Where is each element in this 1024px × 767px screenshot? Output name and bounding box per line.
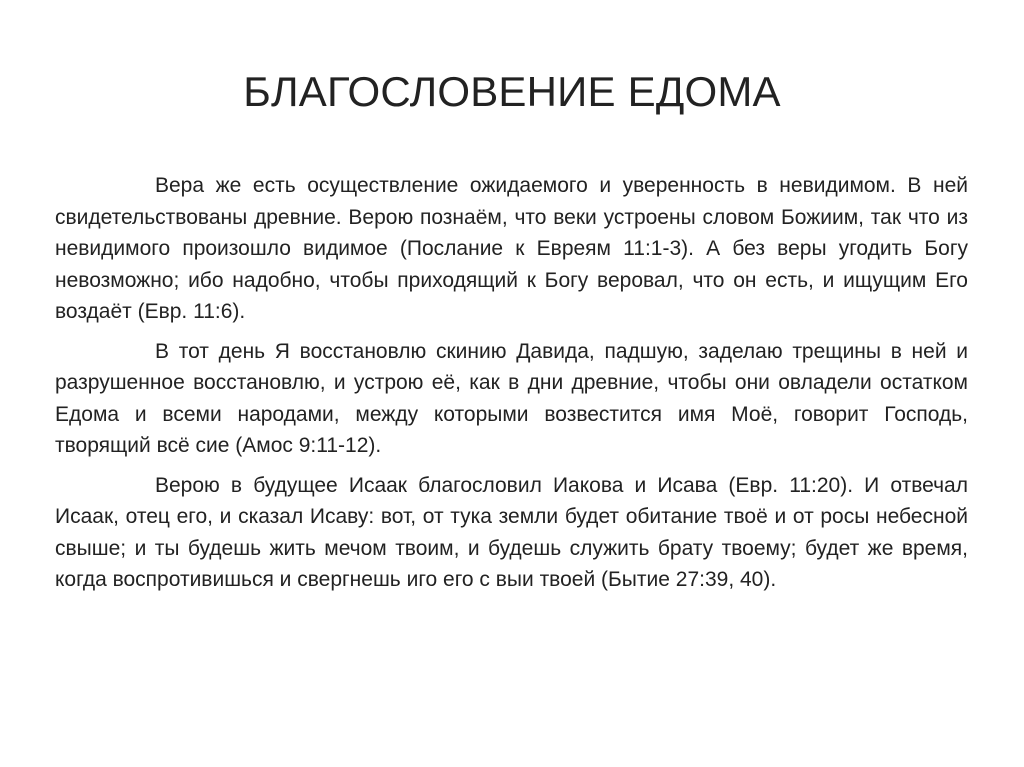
slide-title: БЛАГОСЛОВЕНИЕ ЕДОМА (243, 68, 781, 115)
paragraph-1: Вера же есть осуществление ожидаемого и уверенность в невидимом. В ней свидетельствованы древние. Верою познаём, что веки устроены словом Божиим, так что из невидимого произошло видимое (Послание к Евреям 11:1-3). А без веры угодить Богу невозможно; ибо надобно, чтобы приходящий к Богу веровал, что он есть, и ищущим Его воздаёт (Евр. 11:6). (55, 174, 968, 323)
slide-body (55, 170, 968, 604)
paragraph-2: В тот день Я восстановлю скинию Давида, падшую, заделаю трещины в ней и разрушенное восстановлю, и устрою её, как в дни древние, чтобы они овладели остатком Едома и всеми народами, между которыми возвестится имя Моё, говорит Господь, творящий всё сие (Амос 9:11-12). (55, 339, 968, 457)
paragraph-3: Верою в будущее Исаак благословил Иакова и Исава (Евр. 11:20). И отвечал Исаак, отец его, и сказал Исаву: вот, от тука земли будет обитание твоё и от росы небесной свыше; и ты будешь жить мечом твоим, и будешь служить брату твоему; будет же время, когда воспротивишься и свергнешь иго его с выи твоей (Бытие 27:39, 40). (55, 473, 968, 591)
